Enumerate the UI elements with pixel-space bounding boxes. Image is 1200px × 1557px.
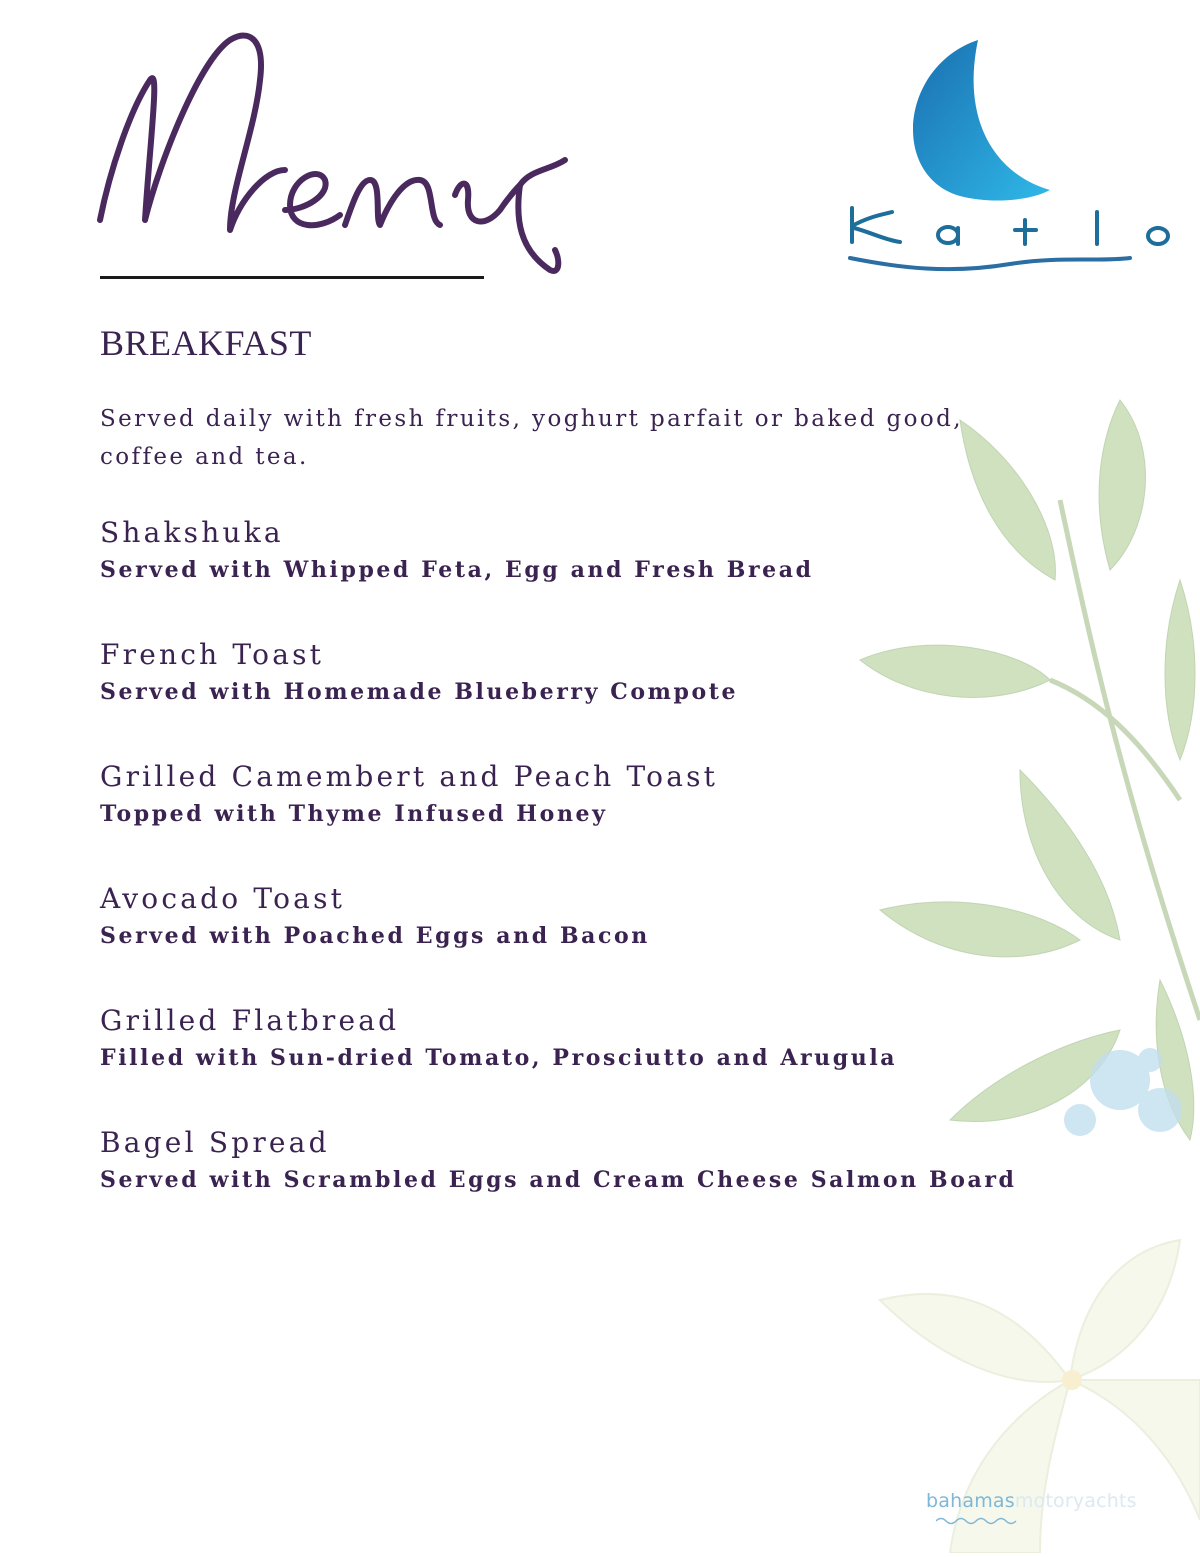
menu-item-name: Bagel Spread: [100, 1126, 330, 1159]
menu-item-description: Served with Whipped Feta, Egg and Fresh Bread: [100, 557, 814, 583]
menu-item-name: Grilled Camembert and Peach Toast: [100, 760, 719, 793]
watermark: [926, 1490, 1137, 1512]
section-intro: Served daily with fresh fruits, yoghurt parfait or baked good, coffee and tea.: [100, 406, 963, 470]
menu-item-description: Served with Scrambled Eggs and Cream Cheese Salmon Board: [100, 1167, 1017, 1193]
menu-item: [100, 1002, 1060, 1124]
menu-item: [100, 880, 1060, 1002]
katlo-logo: [840, 36, 1180, 286]
watermark-part2: motoryachts: [1014, 1490, 1137, 1512]
menu-item-description: Served with Homemade Blueberry Compote: [100, 679, 739, 705]
watermark-part1: bahamas: [926, 1490, 1015, 1512]
page-title: [90, 20, 610, 280]
menu-item: [100, 514, 1060, 636]
menu-item: [100, 758, 1060, 880]
menu-item-name: Avocado Toast: [100, 882, 346, 915]
menu-items-list: [100, 514, 1060, 1246]
title-divider: [100, 276, 484, 279]
menu-item: [100, 636, 1060, 758]
menu-item-name: French Toast: [100, 638, 325, 671]
menu-item-description: Served with Poached Eggs and Bacon: [100, 923, 650, 949]
section-title: BREAKFAST: [100, 323, 312, 363]
menu-item-name: Shakshuka: [100, 516, 284, 549]
menu-item-description: Filled with Sun-dried Tomato, Prosciutto and Arugula: [100, 1045, 898, 1071]
menu-item: [100, 1124, 1060, 1246]
wave-icon: [936, 1516, 1018, 1526]
menu-item-name: Grilled Flatbread: [100, 1004, 400, 1037]
menu-item-description: Topped with Thyme Infused Honey: [100, 801, 608, 827]
